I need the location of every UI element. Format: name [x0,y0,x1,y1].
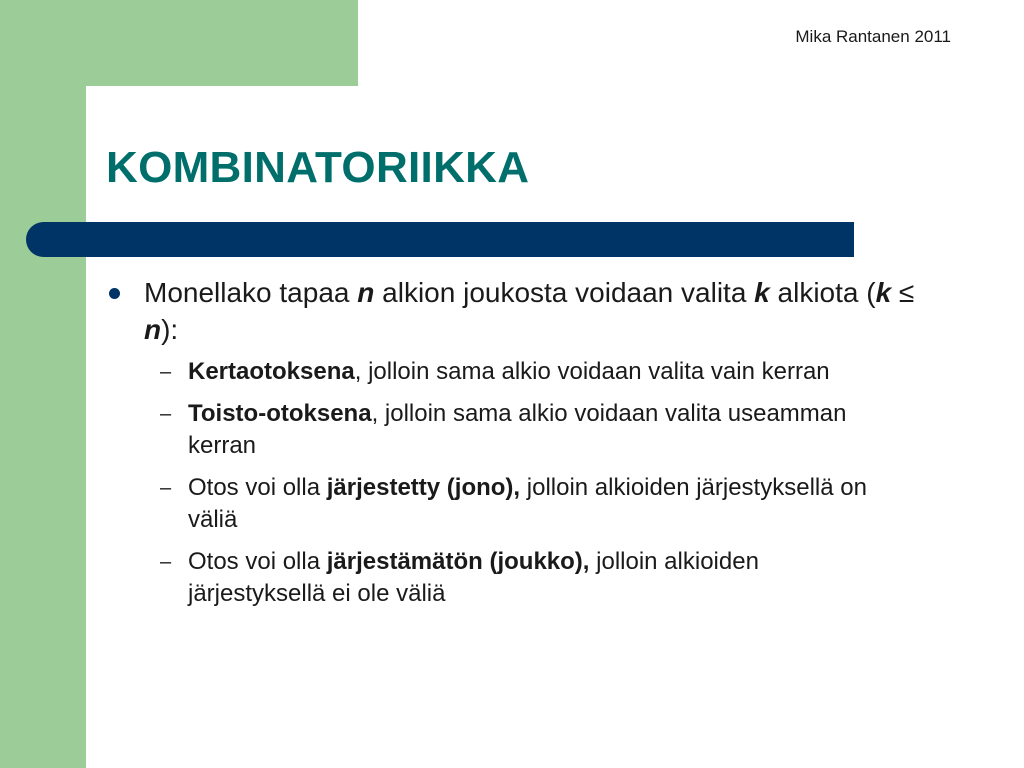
dash-bullet-icon: – [160,551,172,573]
dash-bullet-icon: – [160,403,172,425]
slide-content [106,274,926,620]
sub-text-pre: Otos voi olla [188,474,327,501]
variable-n: n [144,314,162,345]
sub-bullet-item [106,472,878,536]
sub-text-post: jolloin alkioiden järjestyksellä ei ole väliä [188,548,759,607]
sub-text-post: , jolloin sama alkio voidaan valita vain kerran [354,358,830,385]
bullet-dot-icon [109,288,120,299]
main-text-part: alkion joukosta voidaan valita [374,277,755,308]
main-text-part: ): [161,314,179,345]
sub-text-post: , jolloin sama alkio voidaan valita useamman kerran [188,400,847,459]
sub-bullet-item [106,356,878,388]
sub-text-bold: järjestämätön (joukko), [326,548,590,575]
sub-text-pre: Otos voi olla [188,548,327,575]
variable-k: k [875,277,892,308]
sub-text-post: jolloin alkioiden järjestyksellä on väliä [188,474,867,533]
variable-n: n [357,277,375,308]
sub-text-bold: järjestetty (jono), [326,474,521,501]
left-green-band [0,0,86,768]
sub-text-bold: Toisto-otoksena [188,400,372,427]
main-text-part: Monellako tapaa [144,277,358,308]
main-text-part: alkiota ( [769,277,876,308]
top-green-band [0,0,358,86]
title-underline-bar [26,222,854,257]
variable-k: k [754,277,770,308]
sub-text-bold: Kertaotoksena [188,358,355,385]
rounded-corner [86,86,136,136]
dash-bullet-icon: – [160,477,172,499]
main-bullet-point [106,274,926,348]
sub-bullet-list [106,356,926,610]
sub-bullet-item [106,398,878,462]
author-label: Mika Rantanen 2011 [795,27,951,46]
less-equal-symbol: ≤ [891,277,915,308]
slide-title: KOMBINATORIIKKA [106,143,530,192]
sub-bullet-item [106,546,878,610]
dash-bullet-icon: – [160,361,172,383]
